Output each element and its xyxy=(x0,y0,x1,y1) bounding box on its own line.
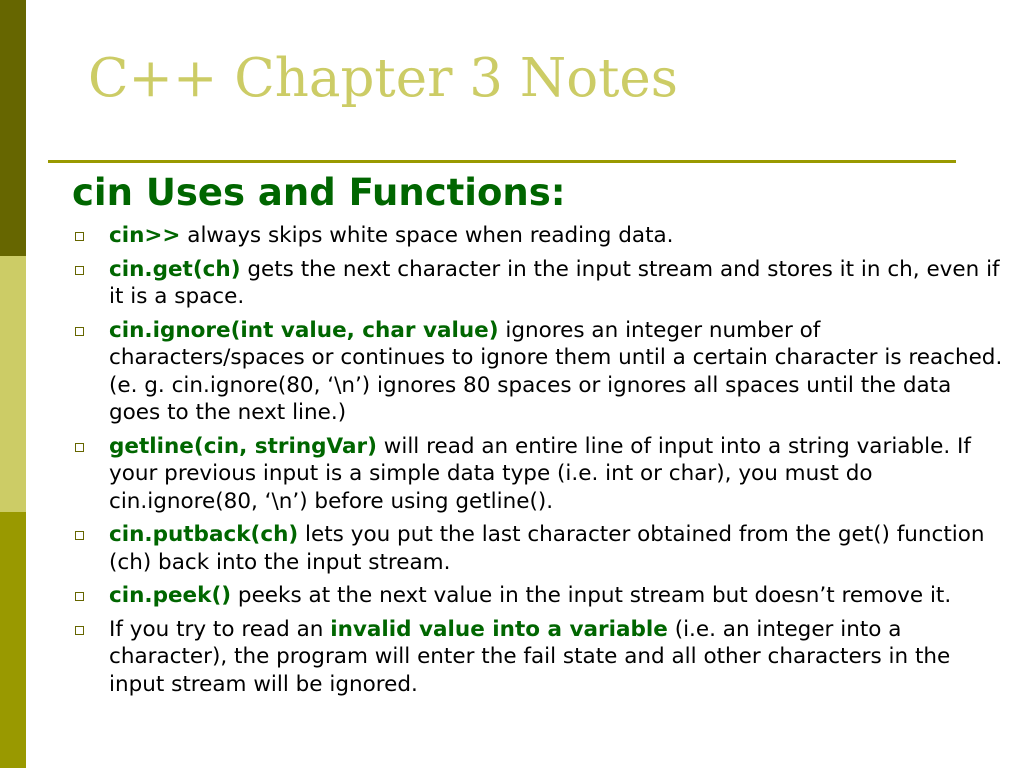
bullet-keyword: cin>> xyxy=(109,223,181,248)
hollow-square-bullet-icon xyxy=(75,592,84,601)
slide-content xyxy=(72,166,1004,704)
bullet-item xyxy=(72,317,1004,427)
hollow-square-bullet-icon xyxy=(75,626,84,635)
bullet-item xyxy=(72,616,1004,699)
sidebar-strip-dark xyxy=(0,0,26,256)
sidebar-strip-light xyxy=(0,256,26,512)
bullet-keyword: cin.ignore(int value, char value) xyxy=(109,317,499,343)
bullet-text: ignores an integer number of characters/spaces or continues to ignore them until a certain character is reached. (e. g. cin.ignore(80, ‘\n’) ignores 80 spaces or ignores all spaces until the data goes to the next line.) xyxy=(109,317,1003,425)
bullet-text: peeks at the next value in the input stream but doesn’t remove it. xyxy=(231,583,952,608)
bullet-text: always skips white space when reading data. xyxy=(180,223,674,248)
bullet-text: lets you put the last character obtained from the get() function (ch) back into the input stream. xyxy=(109,522,985,575)
title-divider xyxy=(48,160,956,163)
bullet-keyword: invalid value into a variable xyxy=(330,616,668,642)
bullet-item xyxy=(72,222,1004,250)
slide-title: C++ Chapter 3 Notes xyxy=(88,48,678,109)
hollow-square-bullet-icon xyxy=(75,443,84,452)
hollow-square-bullet-icon xyxy=(75,232,84,241)
bullet-list xyxy=(72,222,1004,698)
bullet-item xyxy=(72,433,1004,516)
bullet-item xyxy=(72,582,1004,610)
bullet-keyword: cin.putback(ch) xyxy=(109,522,299,547)
bullet-text: gets the next character in the input stream and stores it in ch, even if it is a space. xyxy=(109,256,1000,309)
bullet-keyword: getline(cin, stringVar) xyxy=(109,433,377,459)
bullet-text-lead: If you try to read an xyxy=(109,616,331,642)
sidebar-strip-mid xyxy=(0,512,26,768)
section-heading: cin Uses and Functions: xyxy=(72,171,566,214)
hollow-square-bullet-icon xyxy=(75,327,84,336)
bullet-keyword: cin.peek() xyxy=(109,583,232,608)
bullet-item xyxy=(72,521,1004,576)
bullet-keyword: cin.get(ch) xyxy=(109,256,241,282)
bullet-text: (i.e. an integer into a character), the program will enter the fail state and all other characters in the input stream will be ignored. xyxy=(109,616,951,697)
bullet-text: will read an entire line of input into a string variable. If your previous input is a simple data type (i.e. int or char), you must do cin.ignore(80, ‘\n’) before using getline(). xyxy=(109,433,971,514)
hollow-square-bullet-icon xyxy=(75,266,84,275)
bullet-item xyxy=(72,256,1004,311)
hollow-square-bullet-icon xyxy=(75,531,84,540)
